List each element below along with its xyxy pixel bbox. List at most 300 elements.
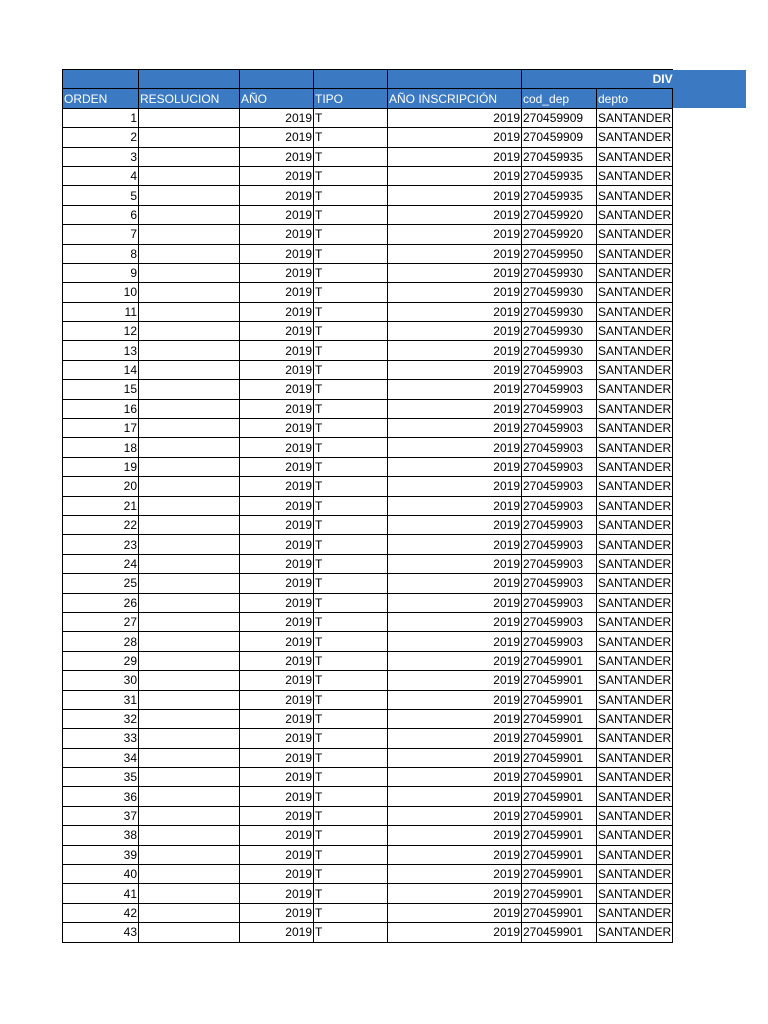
cell-resolucion[interactable] xyxy=(139,186,240,205)
header-orden[interactable]: ORDEN xyxy=(63,89,139,108)
cell-resolucion[interactable] xyxy=(139,147,240,166)
cell-cod-dep[interactable]: 270459930 xyxy=(522,302,597,321)
cell-ano-inscripcion[interactable]: 2019 xyxy=(388,612,522,631)
cell-ano-inscripcion[interactable]: 2019 xyxy=(388,166,522,185)
cell-resolucion[interactable] xyxy=(139,457,240,476)
cell-ano[interactable]: 2019 xyxy=(240,845,314,864)
empty-column-cell[interactable] xyxy=(673,651,747,670)
cell-ano[interactable]: 2019 xyxy=(240,166,314,185)
cell-ano-inscripcion[interactable]: 2019 xyxy=(388,108,522,127)
cell-resolucion[interactable] xyxy=(139,515,240,534)
cell-tipo[interactable]: T xyxy=(314,128,388,147)
empty-column-cell[interactable] xyxy=(673,419,747,438)
cell-depto[interactable]: SANTANDER xyxy=(597,166,673,185)
cell-ano[interactable]: 2019 xyxy=(240,612,314,631)
cell-tipo[interactable]: T xyxy=(314,205,388,224)
empty-column-cell[interactable] xyxy=(673,147,747,166)
cell-ano-inscripcion[interactable]: 2019 xyxy=(388,884,522,903)
cell-tipo[interactable]: T xyxy=(314,166,388,185)
cell-ano[interactable]: 2019 xyxy=(240,322,314,341)
cell-ano-inscripcion[interactable]: 2019 xyxy=(388,438,522,457)
cell-orden[interactable]: 14 xyxy=(63,360,139,379)
empty-column-cell[interactable] xyxy=(673,244,747,263)
cell-depto[interactable]: SANTANDER xyxy=(597,903,673,922)
header-cell-empty[interactable] xyxy=(314,70,388,89)
cell-cod-dep[interactable]: 270459901 xyxy=(522,651,597,670)
empty-column-cell[interactable] xyxy=(673,574,747,593)
cell-ano[interactable]: 2019 xyxy=(240,865,314,884)
cell-depto[interactable]: SANTANDER xyxy=(597,923,673,942)
cell-orden[interactable]: 29 xyxy=(63,651,139,670)
cell-ano[interactable]: 2019 xyxy=(240,903,314,922)
cell-ano-inscripcion[interactable]: 2019 xyxy=(388,865,522,884)
empty-column-cell[interactable] xyxy=(673,923,747,942)
cell-ano-inscripcion[interactable]: 2019 xyxy=(388,322,522,341)
empty-column-cell[interactable] xyxy=(673,380,747,399)
cell-ano[interactable]: 2019 xyxy=(240,283,314,302)
cell-orden[interactable]: 10 xyxy=(63,283,139,302)
cell-tipo[interactable]: T xyxy=(314,806,388,825)
cell-ano[interactable]: 2019 xyxy=(240,690,314,709)
cell-tipo[interactable]: T xyxy=(314,225,388,244)
cell-tipo[interactable]: T xyxy=(314,341,388,360)
cell-ano[interactable]: 2019 xyxy=(240,108,314,127)
header-cod-dep[interactable]: cod_dep xyxy=(522,89,597,108)
cell-resolucion[interactable] xyxy=(139,923,240,942)
cell-ano-inscripcion[interactable]: 2019 xyxy=(388,923,522,942)
cell-cod-dep[interactable]: 270459903 xyxy=(522,419,597,438)
cell-resolucion[interactable] xyxy=(139,283,240,302)
cell-tipo[interactable]: T xyxy=(314,496,388,515)
cell-orden[interactable]: 23 xyxy=(63,535,139,554)
cell-orden[interactable]: 6 xyxy=(63,205,139,224)
cell-ano[interactable]: 2019 xyxy=(240,399,314,418)
cell-resolucion[interactable] xyxy=(139,263,240,282)
cell-orden[interactable]: 20 xyxy=(63,477,139,496)
cell-resolucion[interactable] xyxy=(139,419,240,438)
cell-resolucion[interactable] xyxy=(139,399,240,418)
cell-ano[interactable]: 2019 xyxy=(240,128,314,147)
cell-orden[interactable]: 35 xyxy=(63,768,139,787)
cell-cod-dep[interactable]: 270459903 xyxy=(522,593,597,612)
cell-resolucion[interactable] xyxy=(139,806,240,825)
cell-resolucion[interactable] xyxy=(139,632,240,651)
cell-orden[interactable]: 39 xyxy=(63,845,139,864)
cell-orden[interactable]: 38 xyxy=(63,826,139,845)
cell-tipo[interactable]: T xyxy=(314,399,388,418)
cell-orden[interactable]: 42 xyxy=(63,903,139,922)
cell-depto[interactable]: SANTANDER xyxy=(597,535,673,554)
cell-ano[interactable]: 2019 xyxy=(240,419,314,438)
cell-depto[interactable]: SANTANDER xyxy=(597,399,673,418)
cell-ano[interactable]: 2019 xyxy=(240,709,314,728)
cell-depto[interactable]: SANTANDER xyxy=(597,690,673,709)
cell-tipo[interactable]: T xyxy=(314,244,388,263)
cell-tipo[interactable]: T xyxy=(314,360,388,379)
cell-ano-inscripcion[interactable]: 2019 xyxy=(388,845,522,864)
cell-tipo[interactable]: T xyxy=(314,419,388,438)
cell-ano[interactable]: 2019 xyxy=(240,341,314,360)
cell-cod-dep[interactable]: 270459935 xyxy=(522,147,597,166)
cell-depto[interactable]: SANTANDER xyxy=(597,225,673,244)
empty-column-cell[interactable] xyxy=(673,263,747,282)
empty-column-cell[interactable] xyxy=(673,496,747,515)
empty-column-cell[interactable] xyxy=(673,593,747,612)
cell-resolucion[interactable] xyxy=(139,748,240,767)
cell-ano[interactable]: 2019 xyxy=(240,263,314,282)
cell-ano[interactable]: 2019 xyxy=(240,477,314,496)
cell-cod-dep[interactable]: 270459903 xyxy=(522,438,597,457)
cell-ano[interactable]: 2019 xyxy=(240,884,314,903)
cell-ano[interactable]: 2019 xyxy=(240,244,314,263)
cell-depto[interactable]: SANTANDER xyxy=(597,341,673,360)
cell-cod-dep[interactable]: 270459920 xyxy=(522,225,597,244)
cell-ano-inscripcion[interactable]: 2019 xyxy=(388,186,522,205)
empty-column-cell[interactable] xyxy=(673,457,747,476)
cell-tipo[interactable]: T xyxy=(314,322,388,341)
cell-ano-inscripcion[interactable]: 2019 xyxy=(388,515,522,534)
cell-orden[interactable]: 36 xyxy=(63,787,139,806)
empty-column-cell[interactable] xyxy=(673,322,747,341)
cell-depto[interactable]: SANTANDER xyxy=(597,806,673,825)
empty-column-cell[interactable] xyxy=(673,166,747,185)
cell-cod-dep[interactable]: 270459950 xyxy=(522,244,597,263)
cell-resolucion[interactable] xyxy=(139,225,240,244)
cell-ano[interactable]: 2019 xyxy=(240,302,314,321)
cell-ano[interactable]: 2019 xyxy=(240,457,314,476)
header-cell-empty[interactable] xyxy=(388,70,522,89)
cell-ano-inscripcion[interactable]: 2019 xyxy=(388,826,522,845)
cell-tipo[interactable]: T xyxy=(314,147,388,166)
empty-column-cell[interactable] xyxy=(673,283,747,302)
cell-depto[interactable]: SANTANDER xyxy=(597,865,673,884)
cell-resolucion[interactable] xyxy=(139,108,240,127)
cell-ano[interactable]: 2019 xyxy=(240,671,314,690)
cell-resolucion[interactable] xyxy=(139,535,240,554)
cell-tipo[interactable]: T xyxy=(314,612,388,631)
cell-cod-dep[interactable]: 270459903 xyxy=(522,574,597,593)
cell-depto[interactable]: SANTANDER xyxy=(597,205,673,224)
cell-depto[interactable]: SANTANDER xyxy=(597,651,673,670)
cell-depto[interactable]: SANTANDER xyxy=(597,419,673,438)
cell-tipo[interactable]: T xyxy=(314,593,388,612)
cell-cod-dep[interactable]: 270459903 xyxy=(522,612,597,631)
empty-column-cell[interactable] xyxy=(673,108,747,127)
cell-orden[interactable]: 1 xyxy=(63,108,139,127)
cell-ano[interactable]: 2019 xyxy=(240,826,314,845)
header-resolucion[interactable]: RESOLUCION xyxy=(139,89,240,108)
cell-ano-inscripcion[interactable]: 2019 xyxy=(388,806,522,825)
cell-resolucion[interactable] xyxy=(139,574,240,593)
cell-depto[interactable]: SANTANDER xyxy=(597,671,673,690)
header-cell-empty[interactable] xyxy=(63,70,139,89)
cell-ano[interactable]: 2019 xyxy=(240,554,314,573)
cell-orden[interactable]: 12 xyxy=(63,322,139,341)
cell-resolucion[interactable] xyxy=(139,128,240,147)
cell-resolucion[interactable] xyxy=(139,768,240,787)
cell-resolucion[interactable] xyxy=(139,903,240,922)
cell-ano-inscripcion[interactable]: 2019 xyxy=(388,574,522,593)
cell-tipo[interactable]: T xyxy=(314,709,388,728)
cell-resolucion[interactable] xyxy=(139,690,240,709)
cell-orden[interactable]: 11 xyxy=(63,302,139,321)
cell-ano[interactable]: 2019 xyxy=(240,147,314,166)
cell-cod-dep[interactable]: 270459901 xyxy=(522,690,597,709)
empty-column-cell[interactable] xyxy=(673,554,747,573)
cell-ano-inscripcion[interactable]: 2019 xyxy=(388,419,522,438)
cell-depto[interactable]: SANTANDER xyxy=(597,322,673,341)
cell-depto[interactable]: SANTANDER xyxy=(597,845,673,864)
cell-tipo[interactable]: T xyxy=(314,651,388,670)
cell-resolucion[interactable] xyxy=(139,865,240,884)
cell-depto[interactable]: SANTANDER xyxy=(597,302,673,321)
cell-resolucion[interactable] xyxy=(139,729,240,748)
empty-column-cell[interactable] xyxy=(673,477,747,496)
cell-cod-dep[interactable]: 270459901 xyxy=(522,787,597,806)
cell-depto[interactable]: SANTANDER xyxy=(597,283,673,302)
cell-cod-dep[interactable]: 270459909 xyxy=(522,108,597,127)
cell-ano-inscripcion[interactable]: 2019 xyxy=(388,263,522,282)
cell-ano-inscripcion[interactable]: 2019 xyxy=(388,903,522,922)
cell-tipo[interactable]: T xyxy=(314,515,388,534)
cell-ano[interactable]: 2019 xyxy=(240,768,314,787)
cell-tipo[interactable]: T xyxy=(314,787,388,806)
empty-column-cell[interactable] xyxy=(673,845,747,864)
cell-ano[interactable]: 2019 xyxy=(240,186,314,205)
cell-orden[interactable]: 31 xyxy=(63,690,139,709)
cell-tipo[interactable]: T xyxy=(314,283,388,302)
cell-depto[interactable]: SANTANDER xyxy=(597,515,673,534)
header-depto[interactable]: depto xyxy=(597,89,673,108)
cell-ano-inscripcion[interactable]: 2019 xyxy=(388,360,522,379)
cell-depto[interactable]: SANTANDER xyxy=(597,244,673,263)
cell-orden[interactable]: 8 xyxy=(63,244,139,263)
cell-cod-dep[interactable]: 270459901 xyxy=(522,729,597,748)
cell-depto[interactable]: SANTANDER xyxy=(597,496,673,515)
cell-tipo[interactable]: T xyxy=(314,554,388,573)
cell-orden[interactable]: 30 xyxy=(63,671,139,690)
cell-orden[interactable]: 15 xyxy=(63,380,139,399)
cell-depto[interactable]: SANTANDER xyxy=(597,554,673,573)
empty-column-cell[interactable] xyxy=(673,865,747,884)
cell-cod-dep[interactable]: 270459901 xyxy=(522,865,597,884)
cell-cod-dep[interactable]: 270459903 xyxy=(522,360,597,379)
cell-resolucion[interactable] xyxy=(139,166,240,185)
cell-ano-inscripcion[interactable]: 2019 xyxy=(388,205,522,224)
cell-ano-inscripcion[interactable]: 2019 xyxy=(388,729,522,748)
cell-cod-dep[interactable]: 270459903 xyxy=(522,632,597,651)
cell-resolucion[interactable] xyxy=(139,205,240,224)
cell-tipo[interactable]: T xyxy=(314,380,388,399)
cell-cod-dep[interactable]: 270459901 xyxy=(522,884,597,903)
cell-ano-inscripcion[interactable]: 2019 xyxy=(388,225,522,244)
cell-tipo[interactable]: T xyxy=(314,768,388,787)
empty-column-cell[interactable] xyxy=(673,128,747,147)
cell-orden[interactable]: 22 xyxy=(63,515,139,534)
cell-depto[interactable]: SANTANDER xyxy=(597,457,673,476)
cell-ano-inscripcion[interactable]: 2019 xyxy=(388,244,522,263)
cell-ano[interactable]: 2019 xyxy=(240,748,314,767)
cell-tipo[interactable]: T xyxy=(314,457,388,476)
cell-ano-inscripcion[interactable]: 2019 xyxy=(388,593,522,612)
cell-orden[interactable]: 37 xyxy=(63,806,139,825)
header-cell-empty[interactable] xyxy=(139,70,240,89)
header-tipo[interactable]: TIPO xyxy=(314,89,388,108)
cell-depto[interactable]: SANTANDER xyxy=(597,826,673,845)
cell-ano[interactable]: 2019 xyxy=(240,787,314,806)
cell-ano[interactable]: 2019 xyxy=(240,729,314,748)
cell-orden[interactable]: 17 xyxy=(63,419,139,438)
cell-cod-dep[interactable]: 270459901 xyxy=(522,826,597,845)
cell-depto[interactable]: SANTANDER xyxy=(597,574,673,593)
cell-cod-dep[interactable]: 270459930 xyxy=(522,263,597,282)
cell-ano-inscripcion[interactable]: 2019 xyxy=(388,787,522,806)
cell-ano-inscripcion[interactable]: 2019 xyxy=(388,671,522,690)
cell-depto[interactable]: SANTANDER xyxy=(597,729,673,748)
cell-orden[interactable]: 19 xyxy=(63,457,139,476)
cell-depto[interactable]: SANTANDER xyxy=(597,380,673,399)
cell-tipo[interactable]: T xyxy=(314,477,388,496)
cell-tipo[interactable]: T xyxy=(314,263,388,282)
empty-column-cell[interactable] xyxy=(673,535,747,554)
cell-tipo[interactable]: T xyxy=(314,845,388,864)
empty-column-cell[interactable] xyxy=(673,729,747,748)
cell-tipo[interactable]: T xyxy=(314,438,388,457)
empty-column-cell[interactable] xyxy=(673,302,747,321)
empty-column-cell[interactable] xyxy=(673,768,747,787)
cell-resolucion[interactable] xyxy=(139,787,240,806)
empty-column-cell[interactable] xyxy=(673,632,747,651)
cell-resolucion[interactable] xyxy=(139,612,240,631)
cell-tipo[interactable]: T xyxy=(314,186,388,205)
cell-ano-inscripcion[interactable]: 2019 xyxy=(388,302,522,321)
cell-orden[interactable]: 34 xyxy=(63,748,139,767)
cell-cod-dep[interactable]: 270459935 xyxy=(522,166,597,185)
cell-ano-inscripcion[interactable]: 2019 xyxy=(388,496,522,515)
cell-resolucion[interactable] xyxy=(139,554,240,573)
cell-resolucion[interactable] xyxy=(139,709,240,728)
empty-column-cell[interactable] xyxy=(673,225,747,244)
cell-ano-inscripcion[interactable]: 2019 xyxy=(388,709,522,728)
cell-resolucion[interactable] xyxy=(139,360,240,379)
group-header-div[interactable]: DIV xyxy=(522,70,673,89)
cell-ano-inscripcion[interactable]: 2019 xyxy=(388,380,522,399)
cell-cod-dep[interactable]: 270459920 xyxy=(522,205,597,224)
cell-resolucion[interactable] xyxy=(139,593,240,612)
cell-resolucion[interactable] xyxy=(139,322,240,341)
cell-ano[interactable]: 2019 xyxy=(240,205,314,224)
cell-resolucion[interactable] xyxy=(139,380,240,399)
cell-orden[interactable]: 28 xyxy=(63,632,139,651)
cell-tipo[interactable]: T xyxy=(314,690,388,709)
cell-orden[interactable]: 43 xyxy=(63,923,139,942)
cell-orden[interactable]: 5 xyxy=(63,186,139,205)
cell-cod-dep[interactable]: 270459903 xyxy=(522,457,597,476)
cell-depto[interactable]: SANTANDER xyxy=(597,438,673,457)
cell-resolucion[interactable] xyxy=(139,477,240,496)
cell-tipo[interactable]: T xyxy=(314,632,388,651)
empty-column-cell[interactable] xyxy=(673,787,747,806)
header-ano-inscripcion[interactable]: AÑO INSCRIPCIÓN xyxy=(388,89,522,108)
cell-ano[interactable]: 2019 xyxy=(240,360,314,379)
cell-ano-inscripcion[interactable]: 2019 xyxy=(388,147,522,166)
empty-column-cell[interactable] xyxy=(673,903,747,922)
cell-depto[interactable]: SANTANDER xyxy=(597,360,673,379)
cell-ano-inscripcion[interactable]: 2019 xyxy=(388,128,522,147)
cell-cod-dep[interactable]: 270459903 xyxy=(522,380,597,399)
cell-cod-dep[interactable]: 270459903 xyxy=(522,554,597,573)
empty-column-cell[interactable] xyxy=(673,884,747,903)
cell-ano-inscripcion[interactable]: 2019 xyxy=(388,457,522,476)
cell-resolucion[interactable] xyxy=(139,671,240,690)
header-cell-empty[interactable] xyxy=(240,70,314,89)
cell-orden[interactable]: 24 xyxy=(63,554,139,573)
cell-depto[interactable]: SANTANDER xyxy=(597,632,673,651)
cell-cod-dep[interactable]: 270459903 xyxy=(522,496,597,515)
cell-orden[interactable]: 9 xyxy=(63,263,139,282)
cell-orden[interactable]: 32 xyxy=(63,709,139,728)
cell-cod-dep[interactable]: 270459901 xyxy=(522,768,597,787)
cell-orden[interactable]: 7 xyxy=(63,225,139,244)
cell-tipo[interactable]: T xyxy=(314,748,388,767)
empty-column-cell[interactable] xyxy=(673,186,747,205)
cell-tipo[interactable]: T xyxy=(314,884,388,903)
cell-ano-inscripcion[interactable]: 2019 xyxy=(388,632,522,651)
cell-resolucion[interactable] xyxy=(139,884,240,903)
cell-cod-dep[interactable]: 270459901 xyxy=(522,903,597,922)
cell-depto[interactable]: SANTANDER xyxy=(597,884,673,903)
cell-ano-inscripcion[interactable]: 2019 xyxy=(388,399,522,418)
cell-cod-dep[interactable]: 270459930 xyxy=(522,283,597,302)
cell-depto[interactable]: SANTANDER xyxy=(597,768,673,787)
cell-orden[interactable]: 18 xyxy=(63,438,139,457)
cell-ano[interactable]: 2019 xyxy=(240,632,314,651)
cell-depto[interactable]: SANTANDER xyxy=(597,263,673,282)
cell-ano[interactable]: 2019 xyxy=(240,593,314,612)
cell-resolucion[interactable] xyxy=(139,496,240,515)
cell-cod-dep[interactable]: 270459901 xyxy=(522,923,597,942)
cell-depto[interactable]: SANTANDER xyxy=(597,787,673,806)
empty-column-cell[interactable] xyxy=(673,806,747,825)
cell-tipo[interactable]: T xyxy=(314,923,388,942)
empty-column-cell[interactable] xyxy=(673,826,747,845)
cell-ano-inscripcion[interactable]: 2019 xyxy=(388,651,522,670)
cell-depto[interactable]: SANTANDER xyxy=(597,108,673,127)
cell-tipo[interactable]: T xyxy=(314,826,388,845)
cell-ano-inscripcion[interactable]: 2019 xyxy=(388,768,522,787)
cell-ano-inscripcion[interactable]: 2019 xyxy=(388,535,522,554)
cell-ano-inscripcion[interactable]: 2019 xyxy=(388,477,522,496)
cell-resolucion[interactable] xyxy=(139,302,240,321)
empty-column-cell[interactable] xyxy=(673,671,747,690)
cell-ano[interactable]: 2019 xyxy=(240,574,314,593)
cell-ano[interactable]: 2019 xyxy=(240,380,314,399)
cell-ano[interactable]: 2019 xyxy=(240,535,314,554)
empty-column-cell[interactable] xyxy=(673,438,747,457)
cell-resolucion[interactable] xyxy=(139,341,240,360)
empty-column-cell[interactable] xyxy=(673,690,747,709)
empty-column-cell[interactable] xyxy=(673,399,747,418)
cell-depto[interactable]: SANTANDER xyxy=(597,147,673,166)
cell-depto[interactable]: SANTANDER xyxy=(597,186,673,205)
cell-depto[interactable]: SANTANDER xyxy=(597,593,673,612)
empty-column-cell[interactable] xyxy=(673,748,747,767)
cell-resolucion[interactable] xyxy=(139,826,240,845)
cell-ano-inscripcion[interactable]: 2019 xyxy=(388,554,522,573)
cell-tipo[interactable]: T xyxy=(314,535,388,554)
cell-depto[interactable]: SANTANDER xyxy=(597,748,673,767)
cell-tipo[interactable]: T xyxy=(314,108,388,127)
